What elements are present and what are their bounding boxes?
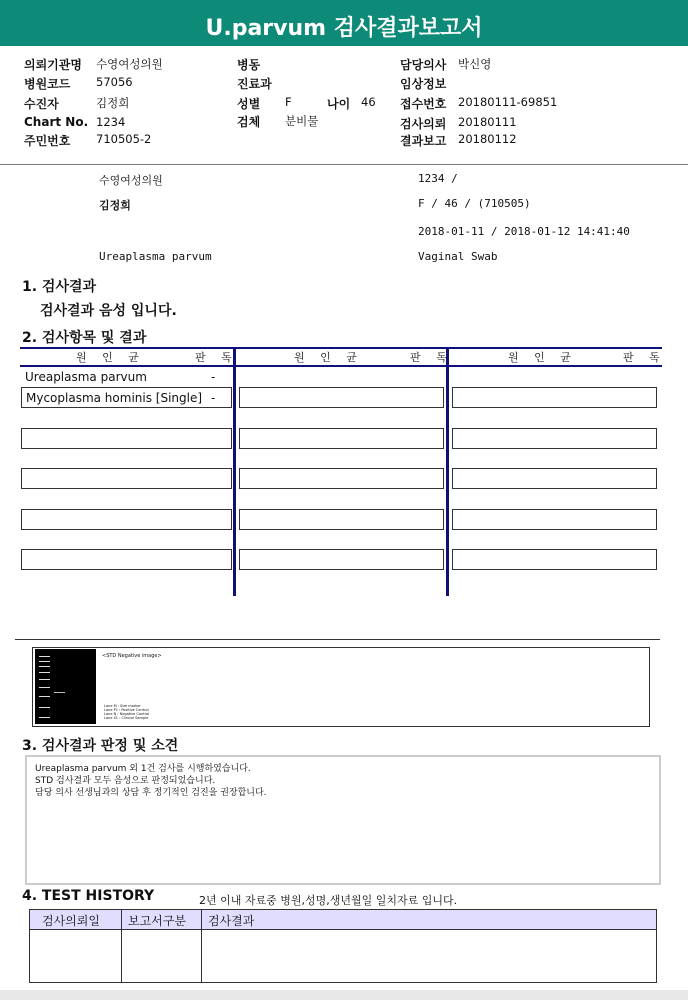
col-header-judgment: 판 독 (623, 351, 666, 364)
result-cell (239, 387, 444, 408)
report-date-label: 결과보고 (400, 134, 447, 148)
section1-title: 1. 검사결과 (22, 279, 97, 295)
result-cell (21, 509, 232, 530)
result-cell (452, 387, 657, 408)
column-divider (233, 347, 236, 596)
summary-chart: 1234 / (418, 172, 458, 185)
col-header-pathogen: 원 인 균 (508, 351, 577, 364)
header-divider (0, 164, 688, 165)
col-header-judgment: 판 독 (410, 351, 453, 364)
history-header-row (30, 910, 656, 930)
section1-result: 검사결과 음성 입니다. (40, 303, 177, 319)
report-title-bar (0, 0, 688, 46)
age-value: 46 (361, 95, 376, 109)
results-table-header-rule (20, 365, 662, 367)
result-cell (21, 549, 232, 570)
col-header-pathogen: 원 인 균 (294, 351, 363, 364)
result-cell (452, 549, 657, 570)
pathogen-name: Ureaplasma parvum (25, 370, 147, 384)
sex-label: 성별 (237, 97, 261, 111)
finding-line: STD 검사결과 모두 음성으로 판정되었습니다. (35, 776, 216, 786)
hospital-code-label: 병원코드 (24, 77, 71, 91)
result-cell (452, 428, 657, 449)
section2-title: 2. 검사항목 및 결과 (22, 330, 147, 346)
specimen-value: 분비물 (285, 114, 319, 128)
summary-specimen: Vaginal Swab (418, 250, 498, 263)
report-date-value: 20180112 (458, 132, 517, 146)
gel-legend-item: Lane N : Negative Control (104, 712, 150, 716)
col-header-pathogen: 원 인 균 (76, 351, 145, 364)
hospital-code-value: 57056 (96, 75, 133, 89)
result-cell (239, 509, 444, 530)
section-divider (15, 639, 660, 640)
request-date-value: 20180111 (458, 115, 517, 129)
patient-label: 수진자 (24, 97, 59, 111)
doctor-value: 박신영 (458, 57, 492, 71)
result-cell (452, 468, 657, 489)
history-col-divider (121, 910, 122, 982)
patient-value: 김정희 (96, 96, 130, 110)
clinical-info-label: 임상정보 (400, 77, 447, 91)
summary-institution: 수영여성의원 (99, 174, 163, 187)
pathogen-name: Mycoplasma hominis [Single] (26, 391, 203, 405)
history-table (29, 909, 657, 983)
institution-label: 의뢰기관명 (24, 58, 82, 72)
finding-line: Ureaplasma parvum 외 1건 검사를 시행하였습니다. (35, 764, 251, 774)
summary-sex-age: F / 46 / (710505) (418, 197, 531, 210)
section3-title: 3. 검사결과 판정 및 소견 (22, 738, 179, 754)
gel-caption: <STD Negative image> (102, 653, 162, 659)
history-col-result: 검사결과 (208, 914, 255, 928)
resident-no-value: 710505-2 (96, 132, 152, 146)
column-divider (446, 347, 449, 596)
section4-title: 4. TEST HISTORY (22, 888, 155, 904)
history-col-report-type: 보고서구분 (128, 914, 186, 928)
chart-no-label: Chart No. (24, 115, 89, 129)
request-date-label: 검사의뢰 (400, 117, 447, 131)
institution-value: 수영여성의원 (96, 57, 163, 71)
gel-legend-item: Lane M : Size marker (104, 704, 141, 708)
finding-line: 담당 의사 선생님과의 상담 후 정기적인 검진을 권장합니다. (35, 788, 267, 798)
gel-legend (104, 704, 149, 720)
history-col-request-date: 검사의뢰일 (42, 914, 100, 928)
result-cell (21, 428, 232, 449)
summary-patient: 김정희 (99, 199, 131, 212)
summary-test-name: Ureaplasma parvum (99, 250, 212, 263)
result-cell (21, 468, 232, 489)
age-label: 나이 (327, 97, 351, 111)
pathogen-result: - (211, 391, 216, 405)
gel-electrophoresis-image (35, 649, 96, 724)
receipt-no-value: 20180111-69851 (458, 95, 558, 109)
result-cell (239, 428, 444, 449)
findings-box (25, 755, 661, 885)
specimen-label: 검체 (237, 115, 261, 129)
doctor-label: 담당의사 (400, 58, 447, 72)
gel-legend-item: Lane P1 : Positive Control (104, 708, 149, 712)
report-title: U.parvum 검사결과보고서 (205, 16, 483, 41)
history-note: 2년 이내 자료중 병원,성명,생년월일 일치자료 입니다. (199, 894, 458, 907)
page-bottom-strip (0, 990, 688, 1000)
resident-no-label: 주민번호 (24, 134, 71, 148)
result-cell (239, 468, 444, 489)
col-header-judgment: 판 독 (195, 351, 238, 364)
gel-legend-item: Lane S1 : Clinical Sample (104, 716, 149, 720)
chart-no-value: 1234 (96, 115, 126, 129)
sex-value: F (285, 95, 292, 109)
receipt-no-label: 접수번호 (400, 97, 447, 111)
result-cell (239, 549, 444, 570)
pathogen-result: - (211, 370, 216, 384)
history-col-divider (201, 910, 202, 982)
summary-dates: 2018-01-11 / 2018-01-12 14:41:40 (418, 225, 630, 238)
ward-label: 병동 (237, 58, 261, 72)
dept-label: 진료과 (237, 77, 272, 91)
result-cell (452, 509, 657, 530)
result-cell (21, 387, 232, 408)
